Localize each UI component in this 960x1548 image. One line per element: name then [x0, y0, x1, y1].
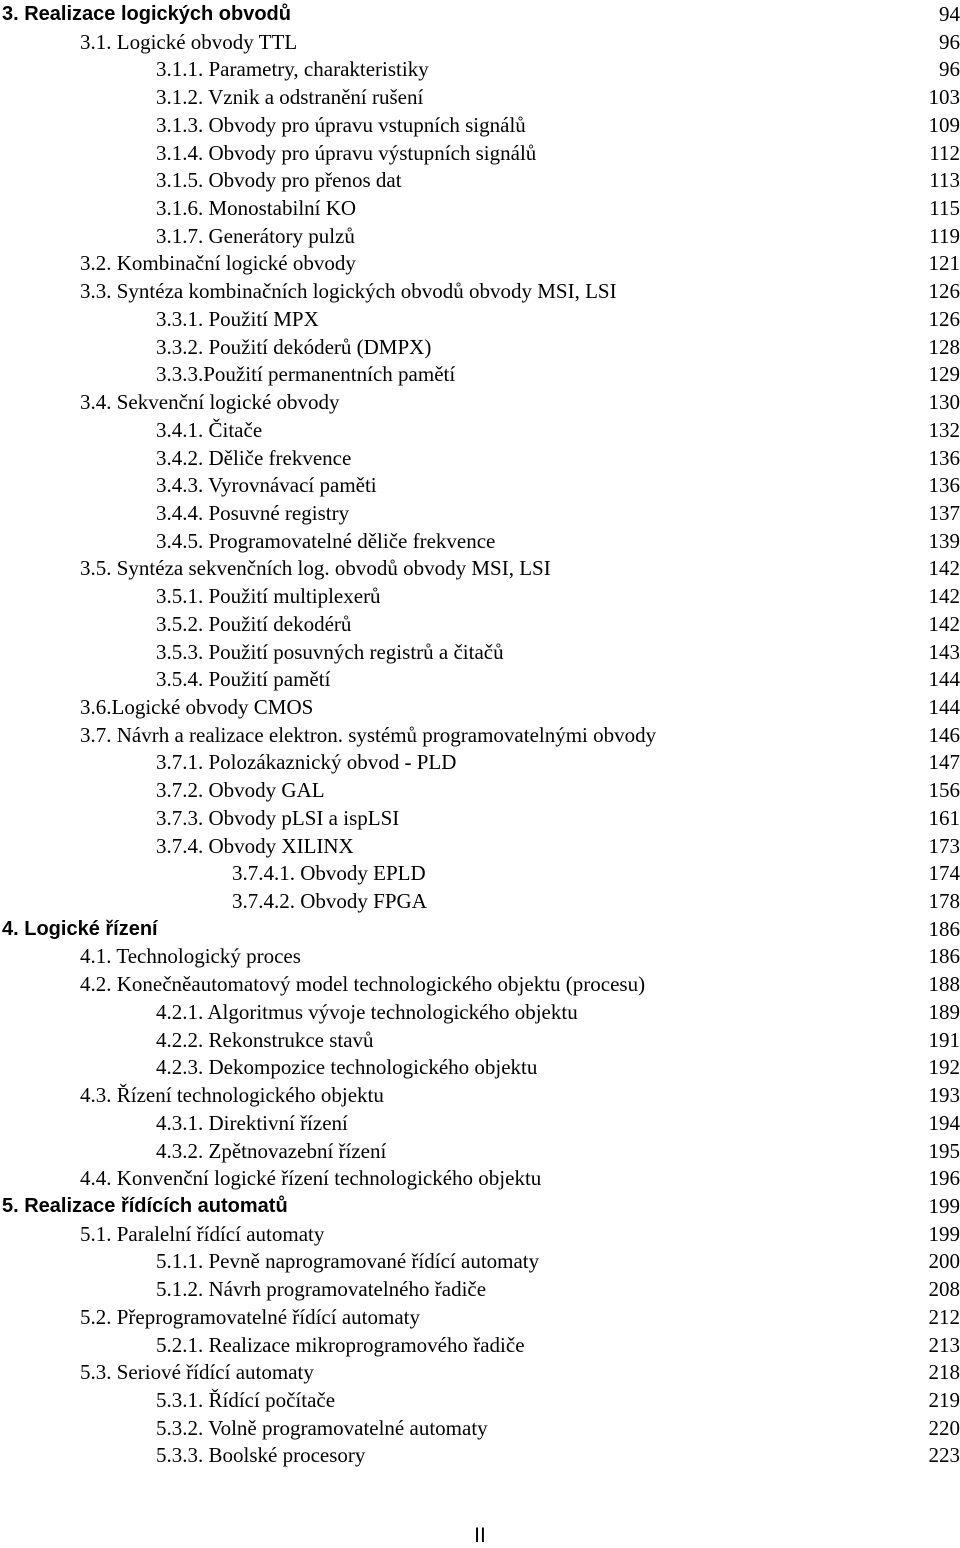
toc-entry: [0, 583, 960, 611]
page-number: II: [0, 1524, 960, 1548]
toc-entry-page: 143: [929, 639, 960, 667]
toc-entry: [0, 1387, 960, 1415]
toc-entry-page: 142: [929, 611, 960, 639]
toc-entry-page: 200: [929, 1248, 960, 1276]
toc-entry-title: 3.1.5. Obvody pro přenos dat: [156, 167, 402, 195]
toc-entry: [0, 1221, 960, 1249]
toc-entry-title: 3.3.3.Použití permanentních pamětí: [156, 361, 455, 389]
toc-entry-page: 199: [929, 1221, 960, 1249]
toc-entry-title: 3.4.1. Čitače: [156, 417, 262, 445]
toc-entry: [0, 611, 960, 639]
toc-entry-page: 186: [929, 916, 960, 944]
toc-entry: [0, 250, 960, 278]
toc-entry-title: 3.7.4.2. Obvody FPGA: [232, 888, 427, 916]
toc-entry-page: 96: [939, 56, 960, 84]
toc-entry-page: 220: [929, 1415, 960, 1443]
toc-entry-title: 3.7.4.1. Obvody EPLD: [232, 860, 426, 888]
toc-entry-title: 3.3. Syntéza kombinačních logických obvodů obvody MSI, LSI: [80, 278, 617, 306]
toc-entry: [0, 860, 960, 888]
toc-entry-page: 113: [929, 167, 960, 195]
toc-entry: [0, 84, 960, 112]
toc-entry: [0, 943, 960, 971]
toc-entry-title: 3.4.2. Děliče frekvence: [156, 445, 351, 473]
toc-entry-page: 147: [929, 749, 960, 777]
toc-entry-title: 3.1.3. Obvody pro úpravu vstupních signálů: [156, 112, 526, 140]
toc-entry-page: 129: [929, 361, 960, 389]
toc-entry-page: 142: [929, 583, 960, 611]
toc-entry-page: 199: [929, 1193, 960, 1221]
toc-entry-page: 128: [929, 334, 960, 362]
toc-entry-page: 193: [929, 1082, 960, 1110]
toc-entry-page: 136: [929, 445, 960, 473]
toc-entry-title: 4. Logické řízení: [2, 916, 158, 944]
toc-entry-title: 5.3.2. Volně programovatelné automaty: [156, 1415, 488, 1443]
toc-entry-title: 5.3. Seriové řídící automaty: [80, 1359, 314, 1387]
toc-entry-page: 132: [929, 417, 960, 445]
toc-entry-page: 144: [929, 666, 960, 694]
toc-entry-page: 218: [929, 1359, 960, 1387]
toc-entry-title: 5.1.1. Pevně naprogramované řídící automaty: [156, 1248, 539, 1276]
toc-entry-page: 213: [929, 1332, 960, 1360]
toc-entry: [0, 971, 960, 999]
toc-entry-title: 3.7.3. Obvody pLSI a ispLSI: [156, 805, 399, 833]
toc-entry-page: 115: [929, 195, 960, 223]
toc-entry-page: 189: [929, 999, 960, 1027]
toc-entry-title: 3.1.4. Obvody pro úpravu výstupních signálů: [156, 140, 536, 168]
toc-entry: [0, 1415, 960, 1443]
toc-entry-page: 142: [929, 555, 960, 583]
toc-entry: [0, 833, 960, 861]
toc-entry-title: 4.3.2. Zpětnovazební řízení: [156, 1138, 386, 1166]
toc-entry-page: 137: [929, 500, 960, 528]
toc-entry-title: 4.2.3. Dekompozice technologického objektu: [156, 1054, 537, 1082]
toc-entry-title: 3.4. Sekvenční logické obvody: [80, 389, 340, 417]
toc-entry-title: 4.2.2. Rekonstrukce stavů: [156, 1027, 374, 1055]
toc-entry: [0, 389, 960, 417]
toc-entry: [0, 749, 960, 777]
toc-entry-page: 156: [929, 777, 960, 805]
toc-entry: [0, 195, 960, 223]
toc-entry-page: 119: [929, 223, 960, 251]
toc-entry: [0, 167, 960, 195]
toc-entry-title: 4.3.1. Direktivní řízení: [156, 1110, 348, 1138]
toc-entry-title: 3.7. Návrh a realizace elektron. systémů programovatelnými obvody: [80, 722, 656, 750]
toc-entry-title: 3.7.1. Polozákaznický obvod - PLD: [156, 749, 456, 777]
toc-entry: [0, 777, 960, 805]
toc-entry-title: 3.7.2. Obvody GAL: [156, 777, 325, 805]
toc-entry-title: 3.3.2. Použití dekóderů (DMPX): [156, 334, 431, 362]
toc-entry-title: 3.5.4. Použití pamětí: [156, 666, 330, 694]
toc-entry: [0, 29, 960, 57]
toc-entry-title: 3.1.7. Generátory pulzů: [156, 223, 355, 251]
toc-entry: [0, 1442, 960, 1470]
toc-entry-page: 219: [929, 1387, 960, 1415]
toc-entry: [0, 1138, 960, 1166]
toc-entry-page: 194: [929, 1110, 960, 1138]
toc-entry-title: 3.2. Kombinační logické obvody: [80, 250, 356, 278]
toc-entry-page: 174: [929, 860, 960, 888]
toc-entry: [0, 1110, 960, 1138]
toc-entry-page: 195: [929, 1138, 960, 1166]
toc-entry-page: 136: [929, 472, 960, 500]
toc-entry: [0, 223, 960, 251]
toc-entry: [0, 694, 960, 722]
toc-entry-title: 3.5.1. Použití multiplexerů: [156, 583, 381, 611]
toc-entry: [0, 472, 960, 500]
toc-entry-title: 4.2.1. Algoritmus vývoje technologického objektu: [156, 999, 578, 1027]
toc-entry: [0, 417, 960, 445]
toc-entry-page: 161: [929, 805, 960, 833]
toc-entry: [0, 666, 960, 694]
toc-entry-title: 3.5. Syntéza sekvenčních log. obvodů obvody MSI, LSI: [80, 555, 551, 583]
toc-entry: [0, 916, 960, 944]
toc-entry: [0, 1165, 960, 1193]
toc-entry-title: 3.1.2. Vznik a odstranění rušení: [156, 84, 423, 112]
toc-entry: [0, 445, 960, 473]
toc-entry: [0, 140, 960, 168]
toc-entry-title: 3.4.3. Vyrovnávací paměti: [156, 472, 377, 500]
toc-entry-title: 4.4. Konvenční logické řízení technologického objektu: [80, 1165, 541, 1193]
toc-entry-title: 5. Realizace řídících automatů: [2, 1193, 288, 1221]
toc-entry-page: 191: [929, 1027, 960, 1055]
toc-entry: [0, 500, 960, 528]
toc-entry-page: 192: [929, 1054, 960, 1082]
toc-entry: [0, 1054, 960, 1082]
toc-entry-title: 5.1. Paralelní řídící automaty: [80, 1221, 324, 1249]
toc-entry-title: 5.3.1. Řídící počítače: [156, 1387, 335, 1415]
toc-entry-title: 5.2. Přeprogramovatelné řídící automaty: [80, 1304, 420, 1332]
toc-entry-page: 96: [939, 29, 960, 57]
toc-entry-title: 3.1.6. Monostabilní KO: [156, 195, 356, 223]
toc-entry-title: 3.5.2. Použití dekodérů: [156, 611, 351, 639]
toc-entry-page: 139: [929, 528, 960, 556]
toc-entry: [0, 1193, 960, 1221]
toc-entry-title: 3.3.1. Použití MPX: [156, 306, 319, 334]
toc-entry: [0, 555, 960, 583]
toc-entry-page: 121: [929, 250, 960, 278]
toc-entry-page: 144: [929, 694, 960, 722]
toc-entry: [0, 528, 960, 556]
toc-entry: [0, 1304, 960, 1332]
toc-entry: [0, 805, 960, 833]
toc-entry-title: 5.2.1. Realizace mikroprogramového řadiče: [156, 1332, 525, 1360]
toc-entry-page: 212: [929, 1304, 960, 1332]
toc-entry: [0, 999, 960, 1027]
toc-entry-page: 103: [929, 84, 960, 112]
toc-entry: [0, 1082, 960, 1110]
toc-entry-title: 3.1. Logické obvody TTL: [80, 29, 297, 57]
toc-entry-title: 3.6.Logické obvody CMOS: [80, 694, 313, 722]
toc-entry-page: 130: [929, 389, 960, 417]
toc-entry-page: 109: [929, 112, 960, 140]
toc-entry: [0, 56, 960, 84]
toc-entry-title: 3. Realizace logických obvodů: [2, 1, 291, 29]
toc-entry: [0, 1332, 960, 1360]
toc-entry-title: 3.5.3. Použití posuvných registrů a čitačů: [156, 639, 504, 667]
toc-entry-title: 5.1.2. Návrh programovatelného řadiče: [156, 1276, 486, 1304]
toc-entry-page: 178: [929, 888, 960, 916]
toc-entry-page: 146: [929, 722, 960, 750]
toc-entry: [0, 112, 960, 140]
toc-entry-page: 188: [929, 971, 960, 999]
toc-entry-title: 3.4.4. Posuvné registry: [156, 500, 349, 528]
toc-entry: [0, 722, 960, 750]
toc-entry: [0, 361, 960, 389]
toc-entry: [0, 278, 960, 306]
toc-entry: [0, 334, 960, 362]
toc-entry-page: 173: [929, 833, 960, 861]
toc-entry: [0, 639, 960, 667]
toc-entry: [0, 1276, 960, 1304]
toc-entry-title: 4.2. Konečněautomatový model technologického objektu (procesu): [80, 971, 645, 999]
toc-entry-page: 112: [929, 140, 960, 168]
toc-entry: [0, 1359, 960, 1387]
toc-entry: [0, 306, 960, 334]
toc-entry-title: 3.4.5. Programovatelné děliče frekvence: [156, 528, 495, 556]
toc-entry: [0, 888, 960, 916]
toc-entry-title: 4.1. Technologický proces: [80, 943, 301, 971]
toc-entry: [0, 1027, 960, 1055]
toc-entry-title: 3.7.4. Obvody XILINX: [156, 833, 354, 861]
toc-entry-title: 5.3.3. Boolské procesory: [156, 1442, 365, 1470]
toc-entry-page: 126: [929, 278, 960, 306]
toc-entry-page: 196: [929, 1165, 960, 1193]
toc-entry-page: 186: [929, 943, 960, 971]
toc-entry: [0, 1248, 960, 1276]
toc-entry-title: 4.3. Řízení technologického objektu: [80, 1082, 384, 1110]
toc-entry-page: 126: [929, 306, 960, 334]
toc-entry: [0, 1, 960, 29]
toc-entry-page: 223: [929, 1442, 960, 1470]
toc-entry-title: 3.1.1. Parametry, charakteristiky: [156, 56, 429, 84]
toc-entry-page: 208: [929, 1276, 960, 1304]
toc-entry-page: 94: [939, 1, 960, 29]
